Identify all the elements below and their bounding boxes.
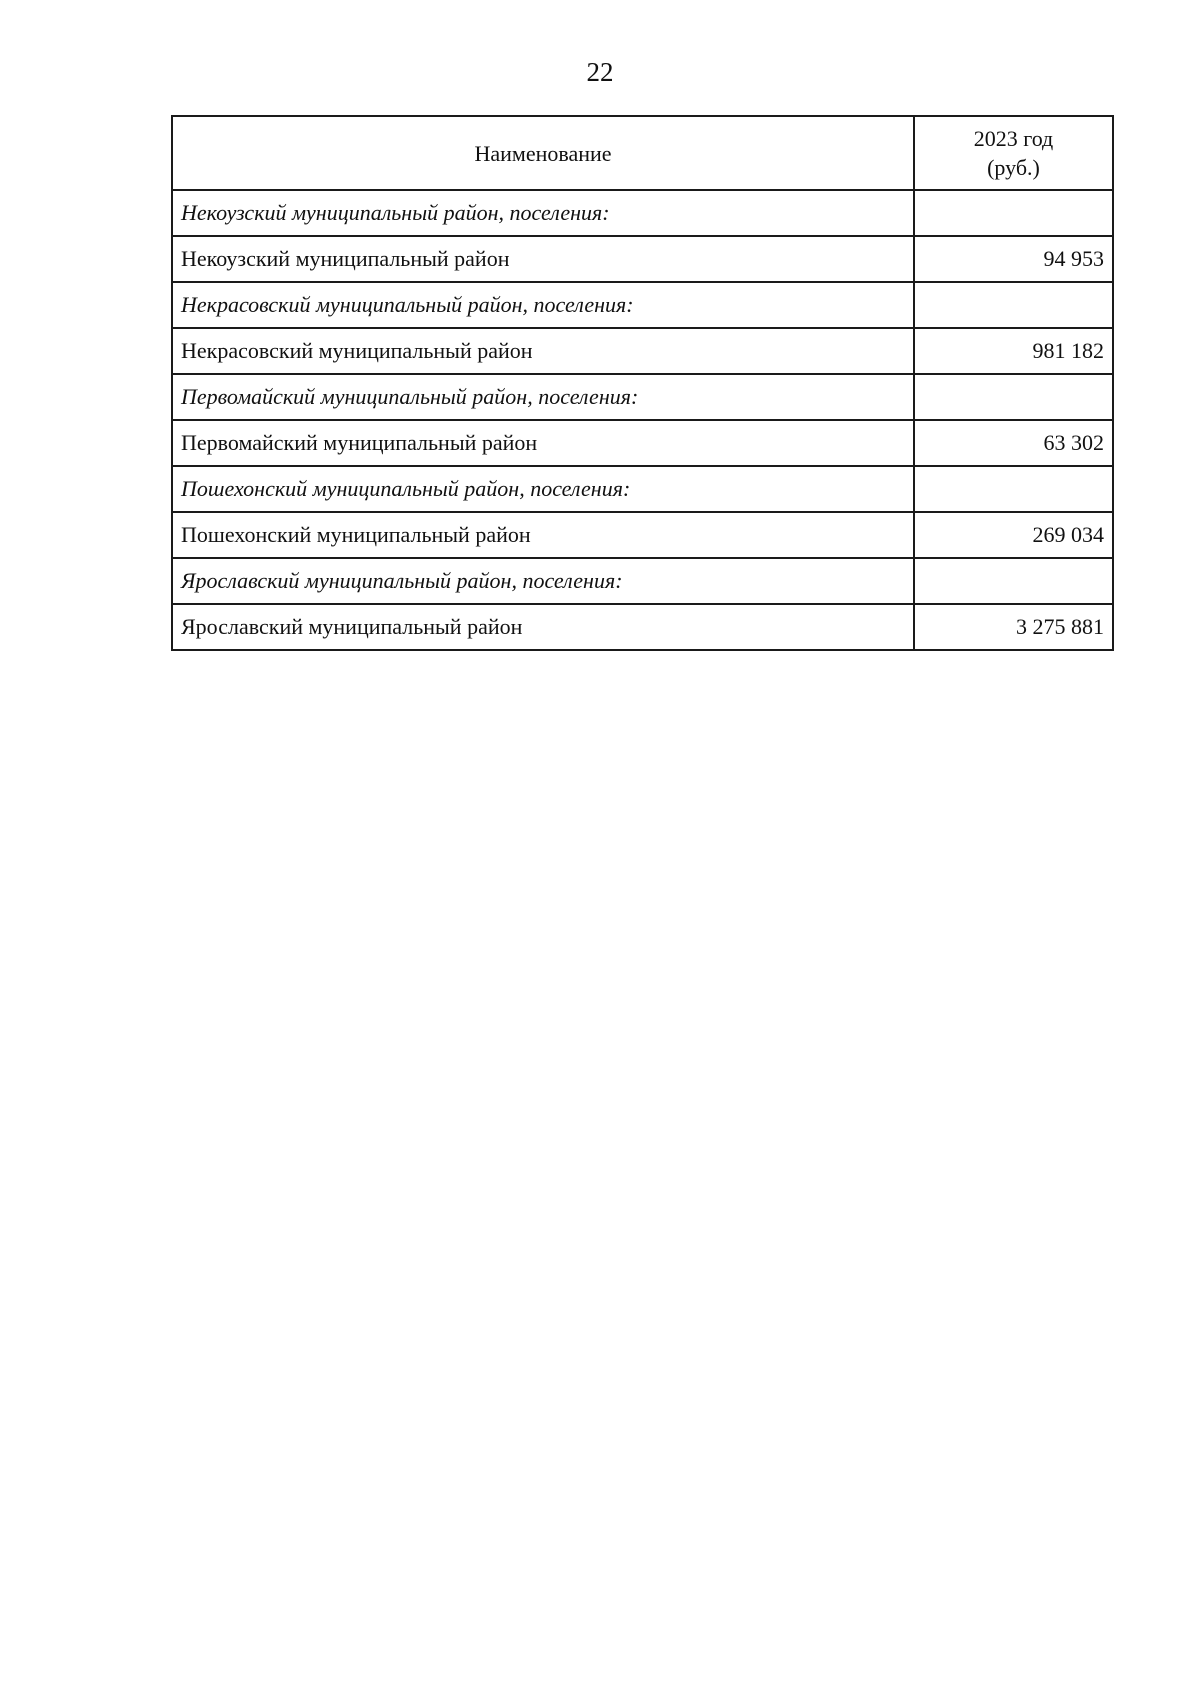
- row-name-cell: Некоузский муниципальный район: [172, 236, 914, 282]
- row-value-cell: [914, 282, 1113, 328]
- table-row: [172, 466, 1113, 512]
- page-number: 22: [586, 57, 614, 87]
- table-header-row: [172, 116, 1113, 190]
- table-row: [172, 282, 1113, 328]
- budget-table: [171, 115, 1114, 651]
- header-value-year: 2023 год: [973, 126, 1054, 151]
- row-value-cell: 94 953: [914, 236, 1113, 282]
- row-value-cell: [914, 558, 1113, 604]
- row-value-cell: 981 182: [914, 328, 1113, 374]
- row-value-cell: 3 275 881: [914, 604, 1113, 650]
- table-row: [172, 190, 1113, 236]
- table-row: [172, 328, 1113, 374]
- row-name-cell: Ярославский муниципальный район, поселения:: [172, 558, 914, 604]
- table-row: [172, 374, 1113, 420]
- table-row: [172, 558, 1113, 604]
- row-value-cell: 269 034: [914, 512, 1113, 558]
- row-value-cell: [914, 466, 1113, 512]
- table-row: [172, 236, 1113, 282]
- table-row: [172, 604, 1113, 650]
- row-value-cell: 63 302: [914, 420, 1113, 466]
- table-row: [172, 512, 1113, 558]
- row-name-cell: Пошехонский муниципальный район: [172, 512, 914, 558]
- header-value-cell: [914, 116, 1113, 190]
- row-value-cell: [914, 190, 1113, 236]
- row-name-cell: Первомайский муниципальный район, поселения:: [172, 374, 914, 420]
- table-row: [172, 420, 1113, 466]
- row-name-cell: Первомайский муниципальный район: [172, 420, 914, 466]
- row-name-cell: Пошехонский муниципальный район, поселения:: [172, 466, 914, 512]
- row-name-cell: Ярославский муниципальный район: [172, 604, 914, 650]
- header-value-unit: (руб.): [987, 155, 1040, 180]
- row-value-cell: [914, 374, 1113, 420]
- row-name-cell: Некрасовский муниципальный район: [172, 328, 914, 374]
- row-name-cell: Некоузский муниципальный район, поселения:: [172, 190, 914, 236]
- row-name-cell: Некрасовский муниципальный район, поселения:: [172, 282, 914, 328]
- header-name-cell: Наименование: [172, 116, 914, 190]
